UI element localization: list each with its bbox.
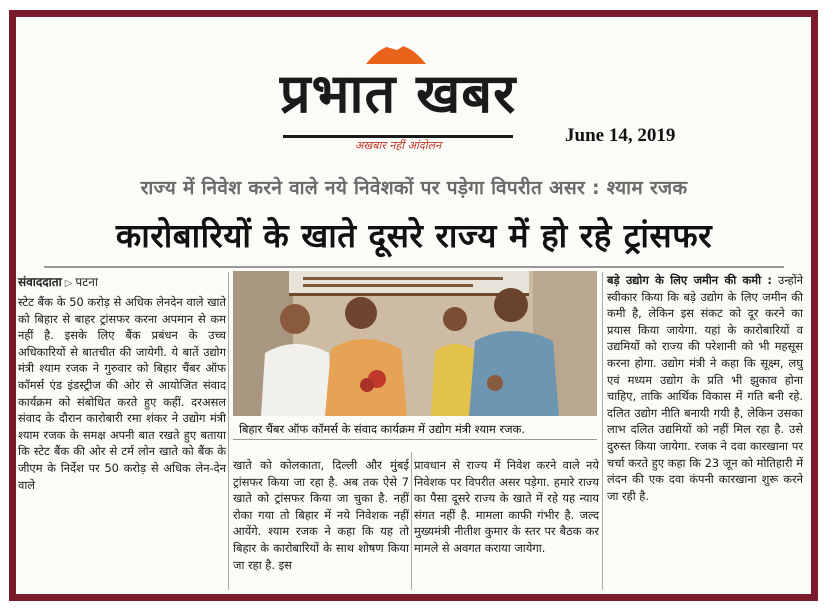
- column-divider: [411, 452, 412, 590]
- headline-divider: [44, 266, 784, 268]
- masthead-logo: [253, 20, 543, 155]
- publication-date: June 14, 2019: [565, 125, 676, 146]
- main-headline: कारोबारियों के खाते दूसरे राज्य में हो रहे ट्रांसफर: [115, 216, 713, 255]
- photo-caption: बिहार चैंबर ऑफ कॉमर्स के संवाद कार्यक्रम में उद्योग मंत्री श्याम रजक.: [233, 418, 597, 440]
- masthead-title: प्रभात खबर: [279, 62, 517, 125]
- byline: [18, 273, 98, 290]
- masthead-tagline: अखबार नहीं आंदोलन: [354, 139, 442, 152]
- column-divider: [228, 272, 229, 590]
- article-column-4: [607, 272, 803, 590]
- subsection-heading: बड़े उद्योग के लिए जमीन की कमी :: [607, 273, 772, 287]
- event-photo: [233, 271, 597, 416]
- article-column-2: खाते को कोलकाता, दिल्ली और मुंबई ट्रांसफर किया जा रहा है. अब तक ऐसे 7 खाते को ट्रांसफर किया जा चुका है. नहीं रोका गया तो बिहार में नये निवेशक नहीं आयेंगे. श्याम रजक ने कहा कि यह तो बिहार के कारोबारियों के साथ शोषण किया जा रहा है. इस: [233, 458, 409, 572]
- photo-illustration: [233, 271, 597, 416]
- byline-place: पटना: [75, 275, 99, 289]
- column-divider: [602, 272, 603, 590]
- article-column-3: प्रावधान से राज्य में निवेश करने वाले नये निवेशक पर विपरीत असर पड़ेगा. हमारे राज्य का पैसा दूसरे राज्य के खाते में रहे यह न्याय संगत नहीं है. मामला काफी गंभीर है. जल्द मुख्यमंत्री नीतीश कुमार के स्तर पर बैठक कर मामले से अवगत कराया जायेगा.: [414, 458, 599, 555]
- sub-headline: राज्य में निवेश करने वाले नये निवेशकों पर पड़ेगा विपरीत असर : श्याम रजक: [140, 177, 688, 199]
- subsection-body: उन्होंने स्वीकार किया कि बड़े उद्योग के लिए जमीन की कमी है, लेकिन इस संकट को दूर करने का प्रयास किया जायेगा. यहां के कारोबारियों व उद्यमियों को राज्य की परेशानी को भी महसूस करना होगा. उद्योग मंत्री ने कहा कि सूक्ष्म, लघु एवं मध्यम उद्योग के प्रति भी झुकाव होना चाहिए, ताकि आर्थिक विकास में गति बनी रहे. दलित उद्योग नीति बनायी गयी है, लेकिन उसका लाभ दलित उद्यमियों को नहीं मिल रहा है. उसे दुरुस्त किया जायेगा. रजक ने दवा कारखाना पर चर्चा करते हुए कहा कि 23 जून को मोतिहारी में लंदन की एक दवा कंपनी कारखाना शुरू करने जा रही है.: [607, 273, 803, 503]
- byline-arrow-icon: ▷: [64, 278, 73, 289]
- article-column-1: स्टेट बैंक के 50 करोड़ से अधिक लेनदेन वाले खाते को बिहार से बाहर ट्रांसफर करना अपमान से कम नहीं है. इसके लिए बैंक प्रबंधन के उच्च अधिकारियों से बातचीत की जायेगी. ये बातें उद्योग मंत्री श्याम रजक ने गुरुवार को बिहार चैंबर ऑफ कॉमर्स एंड इंडस्ट्रीज की ओर से आयोजित संवाद कार्यक्रम को संबोधित करते हुए कहीं. दरअसल संवाद के दौरान कारोबारी रमा शंकर ने उद्योग मंत्री श्याम रजक के समक्ष अपनी बात रखते हुए बताया कि स्टेट बैंक की ओर से टर्म लोन खाते को बैंक के जीएम के निर्देश पर 50 करोड़ से अधिक लेन-देन वाले: [18, 295, 226, 492]
- byline-author: संवाददाता: [18, 275, 62, 289]
